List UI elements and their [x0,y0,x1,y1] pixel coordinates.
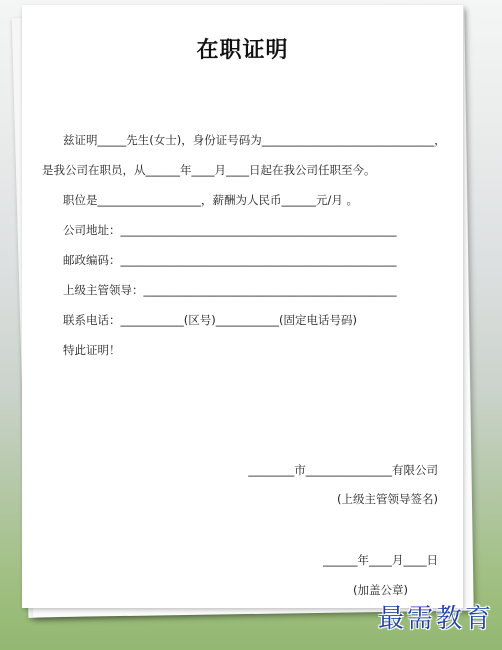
certificate-body [42,125,446,365]
line-company-address: 公司地址：________________________________________________ [63,223,397,237]
line-identity: 兹证明_____先生(女士)，身份证号码为______________________________， [63,133,446,147]
signature-company-line: ________市_______________有限公司 [248,463,438,477]
line-closing: 特此证明！ [63,343,121,357]
signature-date-line: ______年____月____日 [323,553,438,567]
watermark: 最需教育 [378,604,495,634]
line-supervisor: 上级主管领导：____________________________________________ [63,283,397,297]
line-employment-since: 是我公司在职员，从______年____月____日起在我公司任职至今。 [42,163,376,177]
document-page [22,5,463,608]
line-postal-code: 邮政编码：________________________________________________ [63,253,397,267]
line-position-salary: 职位是__________________，薪酬为人民币______元/月 。 [63,193,359,207]
signature-seal-note: (加盖公章) [353,583,408,597]
signature-signer-note: (上级主管领导签名) [337,492,438,506]
document-title: 在职证明 [196,38,289,63]
line-phone: 联系电话：___________(区号)___________(固定电话号码) [63,313,357,327]
